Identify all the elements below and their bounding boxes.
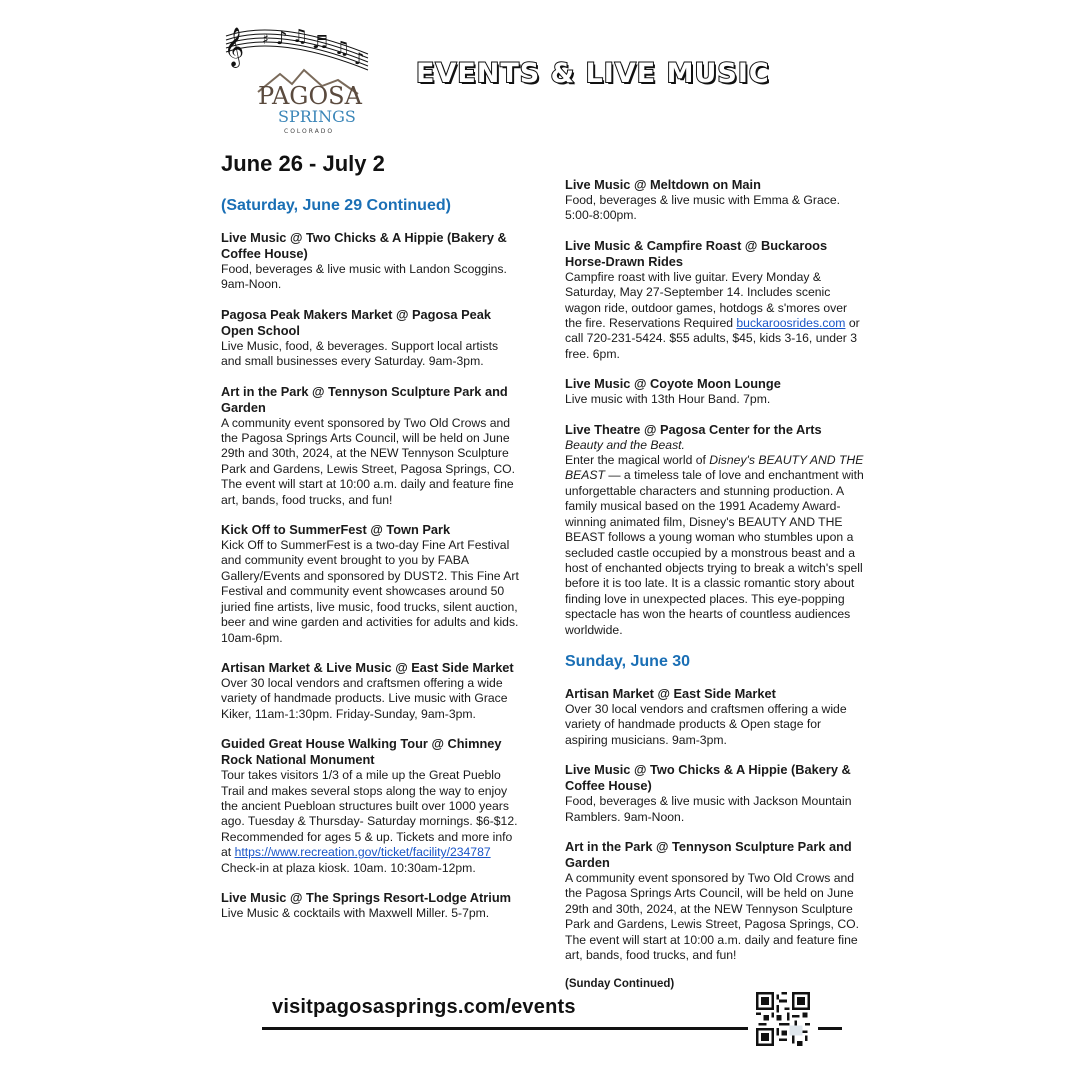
recreation-gov-link[interactable]: https://www.recreation.gov/ticket/facility/234787 xyxy=(234,845,491,860)
event-item xyxy=(221,660,521,722)
event-item xyxy=(565,177,865,224)
event-title: Live Music & Campfire Roast @ Buckaroos Horse-Drawn Rides xyxy=(565,237,828,269)
footer-divider xyxy=(262,1027,748,1030)
event-description xyxy=(565,453,865,638)
page-title: EVENTS & LIVE MUSIC xyxy=(416,58,770,89)
event-description-text: — a timeless tale of love and enchantment with unforgettable characters and stunning production. A family musical based on the 1991 Academy Award-winning animated film, Disney's BEAUTY AND THE BEAST follows a young woman who stumbles upon a secluded castle occupied by a monstrous beast and a host of enchanted objects trying to break a witch's spell before it is too late. It is a classic romantic story about finding love in unexpected places. This eye-popping spectacle has won the hearts of countless audiences worldwide. xyxy=(565,468,864,637)
event-title: Artisan Market @ East Side Market xyxy=(565,685,776,701)
event-title: Pagosa Peak Makers Market @ Pagosa Peak Open School xyxy=(221,306,491,338)
right-column xyxy=(565,177,865,993)
event-title: Live Music @ The Springs Resort-Lodge Atrium xyxy=(221,889,512,905)
event-description: Over 30 local vendors and craftsmen offering a wide variety of handmade products & Open stage for aspiring musicians. 9am-3pm. xyxy=(565,701,847,747)
event-description xyxy=(565,270,865,362)
event-description: Live Music & cocktails with Maxwell Miller. 5-7pm. xyxy=(221,905,490,920)
svg-text:♯: ♯ xyxy=(262,32,269,48)
day-heading: (Saturday, June 29 Continued) xyxy=(221,197,451,214)
event-description: Kick Off to SummerFest is a two-day Fine Art Festival and community event brought to you by FABA Gallery/Events and sponsored by DUST2. This Fine Art Festival and community event showcases around 50 juried fine artists, live music, food trucks, silent auction, beer and wine garden and activities for adults and kids. 10am-6pm. xyxy=(221,538,519,645)
svg-text:♫: ♫ xyxy=(292,26,309,47)
event-item xyxy=(565,422,865,638)
event-item xyxy=(565,686,865,748)
event-description-italic: Disney's BEAUTY AND THE BEAST xyxy=(565,453,864,483)
event-title: Live Theatre @ Pagosa Center for the Arts xyxy=(565,421,822,437)
event-title: Live Music @ Two Chicks & A Hippie (Bakery & Coffee House) xyxy=(221,230,507,261)
event-title: Live Music @ Meltdown on Main xyxy=(565,177,761,192)
event-item xyxy=(221,384,521,508)
music-notes-icon xyxy=(262,26,364,68)
pagosa-springs-logo xyxy=(218,14,388,138)
event-description-text: Enter the magical world of xyxy=(565,453,710,468)
svg-text:♬: ♬ xyxy=(312,32,329,53)
event-item xyxy=(221,307,521,370)
event-description-text: Tour takes visitors 1/3 of a mile up the Great Pueblo Trail and makes several stops along the way to enjoy the ancient Puebloan structures built over 1000 years ago. Tuesday & Thursday- Saturday mornings. $6-$12. Recommended for ages 5 & up. Tickets and more info at xyxy=(221,768,518,860)
event-description: Live Music, food, & beverages. Support local artists and small businesses every Saturday. 9am-3pm. xyxy=(221,338,499,369)
left-column xyxy=(221,196,521,935)
event-description-text: or call 720-231-5424. $55 adults, $45, kids 3-16, under 3 free. 6pm. xyxy=(565,316,860,361)
logo-colorado-text: COLORADO xyxy=(284,128,335,135)
svg-text:♪: ♪ xyxy=(276,28,288,49)
event-title: Artisan Market & Live Music @ East Side Market xyxy=(221,659,514,675)
event-description: Over 30 local vendors and craftsmen offering a wide variety of handmade products. Live music with Grace Kiker, 11am-1:30pm. Friday-Sunday, 9am-3pm. xyxy=(221,675,508,721)
event-item xyxy=(221,736,521,876)
event-item xyxy=(221,230,521,293)
event-item xyxy=(565,839,865,963)
event-title: Live Music @ Two Chicks & A Hippie (Bakery & Coffee House) xyxy=(565,762,851,794)
treble-clef-icon: 𝄞 xyxy=(224,27,245,67)
event-item xyxy=(565,238,865,362)
event-item xyxy=(565,762,865,825)
event-description: Food, beverages & live music with Landon Scoggins. 9am-Noon. xyxy=(221,262,507,292)
day-heading: Sunday, June 30 xyxy=(565,652,691,670)
date-range-heading: June 26 - July 2 xyxy=(221,151,385,176)
event-description: A community event sponsored by Two Old Crows and the Pagosa Springs Arts Council, will be held on June 29th and 30th, 2024, at the NEW Tennyson Sculpture Park and Gardens, Lewis Street, Pagosa Springs, CO. The event will start at 10:00 a.m. daily and feature fine art, bands, food trucks, and fun! xyxy=(565,870,859,962)
footer-url[interactable]: visitpagosasprings.com/events xyxy=(272,996,576,1018)
event-title: Art in the Park @ Tennyson Sculpture Park and Garden xyxy=(221,383,508,415)
event-title: Kick Off to SummerFest @ Town Park xyxy=(221,522,451,538)
event-description: Food, beverages & live music with Emma & Grace. 5:00-8:00pm. xyxy=(565,193,840,223)
event-subtitle: Beauty and the Beast. xyxy=(565,437,685,452)
event-item xyxy=(221,890,521,921)
event-description xyxy=(221,768,521,876)
footer-divider xyxy=(818,1027,842,1030)
svg-text:♪: ♪ xyxy=(354,49,365,68)
buckaroos-link[interactable]: buckaroosrides.com xyxy=(736,316,846,331)
event-description-text: Campfire roast with live guitar. Every Monday & Saturday, May 27-September 14. Includes scenic wagon ride, outdoor games, hotdogs & s'mores over the fire. Reservations Required xyxy=(565,269,848,331)
event-title: Guided Great House Walking Tour @ Chimney Rock National Monument xyxy=(221,736,502,768)
event-title: Art in the Park @ Tennyson Sculpture Park and Garden xyxy=(565,838,852,870)
svg-text:♫: ♫ xyxy=(334,38,351,59)
continued-note: (Sunday Continued) xyxy=(565,978,675,991)
qr-code-icon[interactable] xyxy=(756,992,810,1046)
event-description-text: Check-in at plaza kiosk. 10am. 10:30am-12pm. xyxy=(221,860,476,875)
logo-pagosa-text: PAGOSA xyxy=(258,82,362,110)
event-description: Food, beverages & live music with Jackson Mountain Ramblers. 9am-Noon. xyxy=(565,794,852,824)
event-description: A community event sponsored by Two Old Crows and the Pagosa Springs Arts Council, will be held on June 29th and 30th, 2024, at the NEW Tennyson Sculpture Park and Gardens, Lewis Street, Pagosa Springs, CO. The event will start at 10:00 a.m. daily and feature fine art, bands, food trucks, and fun! xyxy=(221,415,515,507)
logo-springs-text: SPRINGS xyxy=(278,107,356,126)
event-title: Live Music @ Coyote Moon Lounge xyxy=(565,376,781,392)
event-description: Live music with 13th Hour Band. 7pm. xyxy=(565,392,771,407)
event-item xyxy=(565,376,865,407)
event-item xyxy=(221,522,521,646)
